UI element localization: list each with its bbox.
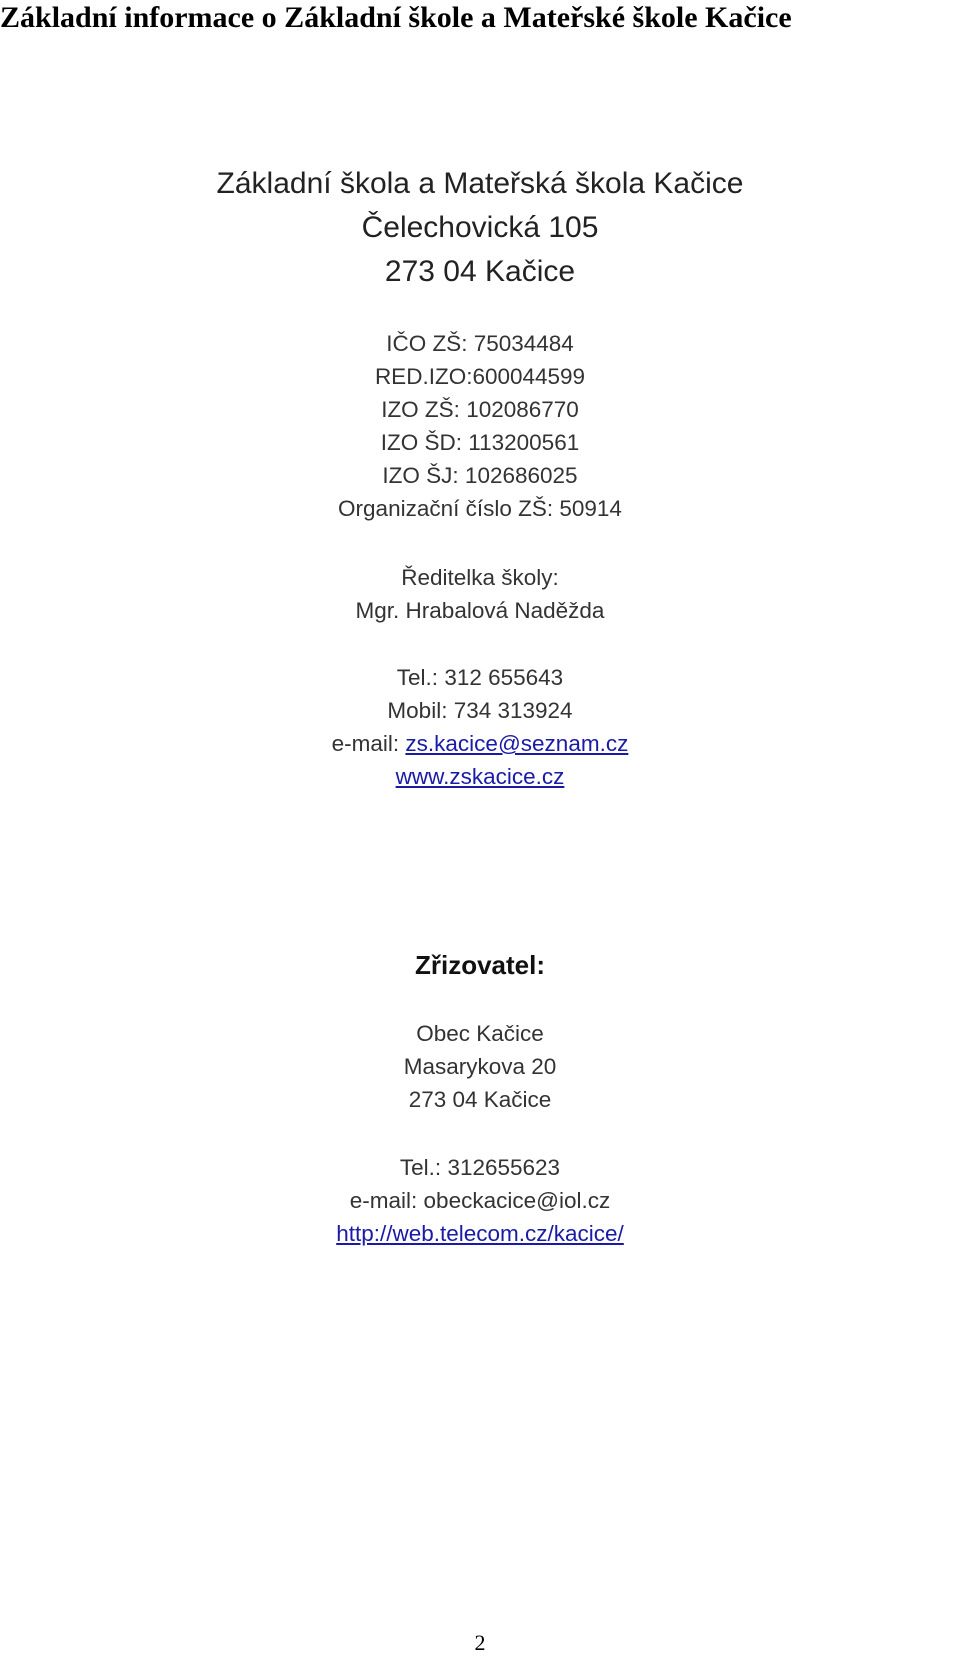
school-city: 273 04 Kačice (384, 255, 576, 288)
school-email-label: e-mail: (331, 731, 406, 756)
page-number: 2 (474, 1630, 486, 1655)
school-web-line (0, 760, 960, 793)
founder-email: e-mail: obeckacice@iol.cz (349, 1188, 611, 1213)
school-identifiers (0, 327, 960, 525)
founder-name: Obec Kačice (416, 1021, 544, 1046)
school-name: Základní škola a Mateřská škola Kačice (216, 167, 744, 200)
identifier-izo-sj: IZO ŠJ: 102686025 (382, 463, 578, 488)
founder-address (0, 1017, 960, 1116)
school-street: Čelechovická 105 (361, 211, 599, 244)
founder-phone: Tel.: 312655623 (399, 1155, 561, 1180)
school-email-link[interactable]: zs.kacice@seznam.cz (405, 731, 629, 756)
page-heading: Základní informace o Základní škole a Mateřské škole Kačice (0, 1, 792, 34)
director-label: Ředitelka školy: (401, 565, 559, 590)
school-mobile: Mobil: 734 313924 (387, 698, 573, 723)
founder-title: Zřizovatel: (414, 950, 546, 980)
founder-city: 273 04 Kačice (408, 1087, 552, 1112)
identifier-izo-sd: IZO ŠD: 113200561 (380, 430, 580, 455)
school-web-link[interactable]: www.zskacice.cz (395, 764, 565, 789)
school-contact (0, 661, 960, 793)
identifier-org-number: Organizační číslo ZŠ: 50914 (338, 496, 622, 521)
school-phone: Tel.: 312 655643 (396, 665, 564, 690)
identifier-izo-zs: IZO ZŠ: 102086770 (381, 397, 579, 422)
school-address (0, 162, 960, 294)
director-name: Mgr. Hrabalová Naděžda (355, 598, 605, 623)
founder-street: Masarykova 20 (403, 1054, 557, 1079)
director-block (0, 561, 960, 627)
founder-web-link[interactable]: http://web.telecom.cz/kacice/ (336, 1221, 624, 1246)
identifier-ico: IČO ZŠ: 75034484 (386, 331, 574, 356)
founder-web-line (0, 1217, 960, 1250)
founder-contact (0, 1151, 960, 1250)
school-email-line (0, 727, 960, 760)
identifier-red-izo: RED.IZO:600044599 (374, 364, 586, 389)
